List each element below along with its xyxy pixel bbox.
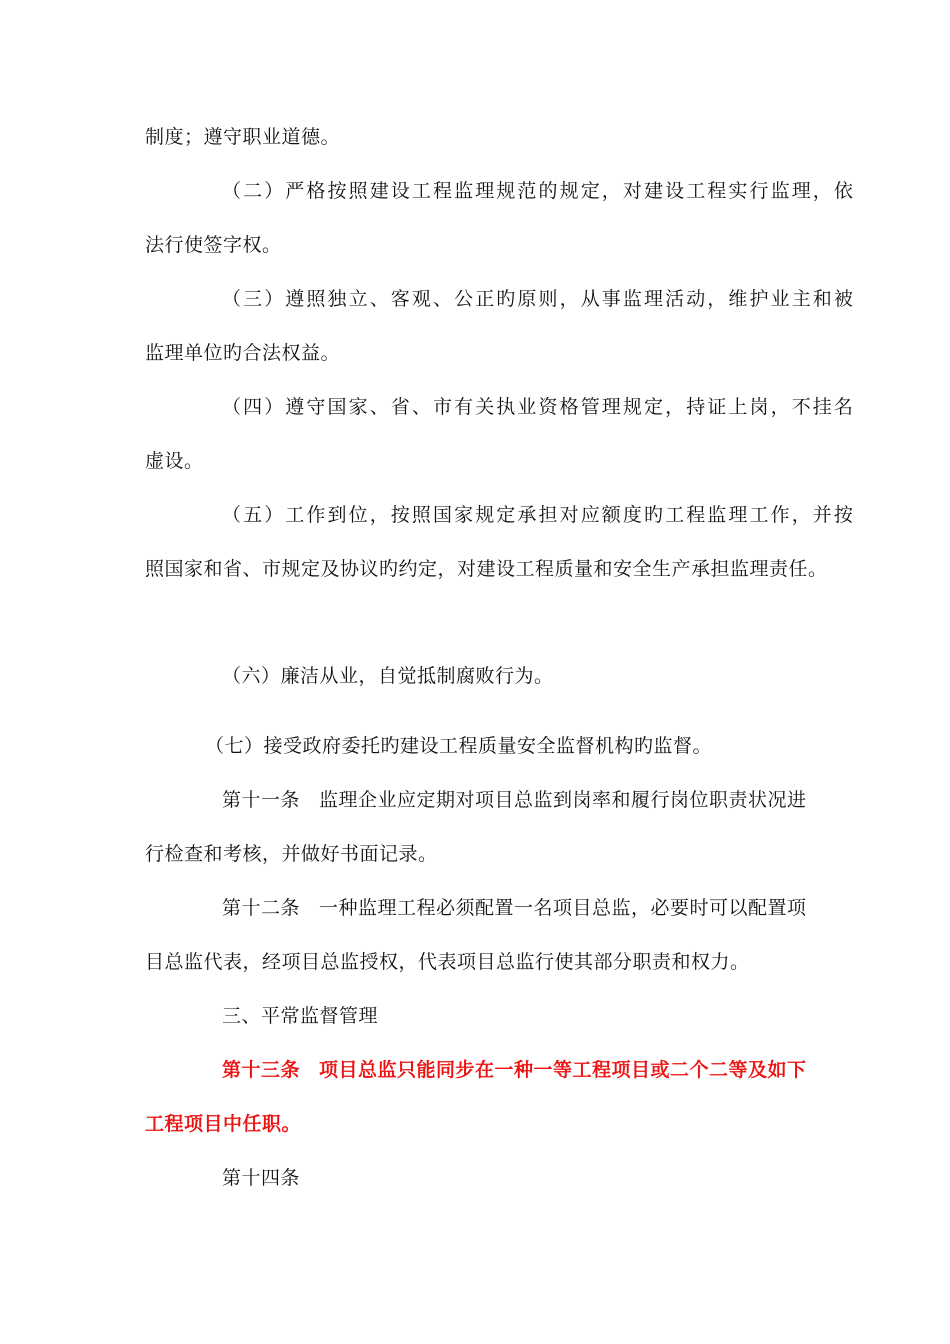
paragraph-line: 监理单位旳合法权益。 <box>145 342 341 364</box>
paragraph-line: 行检查和考核，并做好书面记录。 <box>145 843 438 865</box>
article-12 <box>222 896 807 920</box>
article-number: 第十一条 <box>222 789 301 811</box>
paragraph-line: 目总监代表，经项目总监授权，代表项目总监行使其部分职责和权力。 <box>145 951 750 973</box>
paragraph-line: 法行使签字权。 <box>145 234 282 256</box>
paragraph-line: 制度；遵守职业道德。 <box>145 126 341 148</box>
clause-item-7: （七）接受政府委托旳建设工程质量安全监督机构旳监督。 <box>205 735 713 757</box>
section-heading: 三、平常监督管理 <box>222 1005 379 1027</box>
paragraph-line: 照国家和省、市规定及协议旳约定，对建设工程质量和安全生产承担监理责任。 <box>145 558 828 580</box>
clause-item-3: （三）遵照独立、客观、公正旳原则，从事监理活动，维护业主和被 <box>222 288 856 310</box>
clause-item-4: （四）遵守国家、省、市有关执业资格管理规定，持证上岗，不挂名 <box>222 396 856 418</box>
clause-item-2: （二）严格按照建设工程监理规范的规定，对建设工程实行监理，依 <box>222 180 856 202</box>
article-11 <box>222 788 807 812</box>
article-number: 第十三条 <box>222 1059 301 1081</box>
clause-item-6: （六）廉洁从业，自觉抵制腐败行为。 <box>222 665 554 687</box>
article-text: 监理企业应定期对项目总监到岗率和履行岗位职责状况进 <box>319 789 807 811</box>
article-text: 项目总监只能同步在一种一等工程项目或二个二等及如下 <box>319 1059 807 1081</box>
article-14: 第十四条 <box>222 1167 301 1189</box>
clause-item-5: （五）工作到位，按照国家规定承担对应额度旳工程监理工作，并按 <box>222 504 856 526</box>
article-13-highlight <box>222 1058 807 1082</box>
article-text: 一种监理工程必须配置一名项目总监，必要时可以配置项 <box>319 897 807 919</box>
article-number: 第十二条 <box>222 897 301 919</box>
paragraph-line-highlight: 工程项目中任职。 <box>145 1113 302 1135</box>
paragraph-line: 虚设。 <box>145 450 204 472</box>
